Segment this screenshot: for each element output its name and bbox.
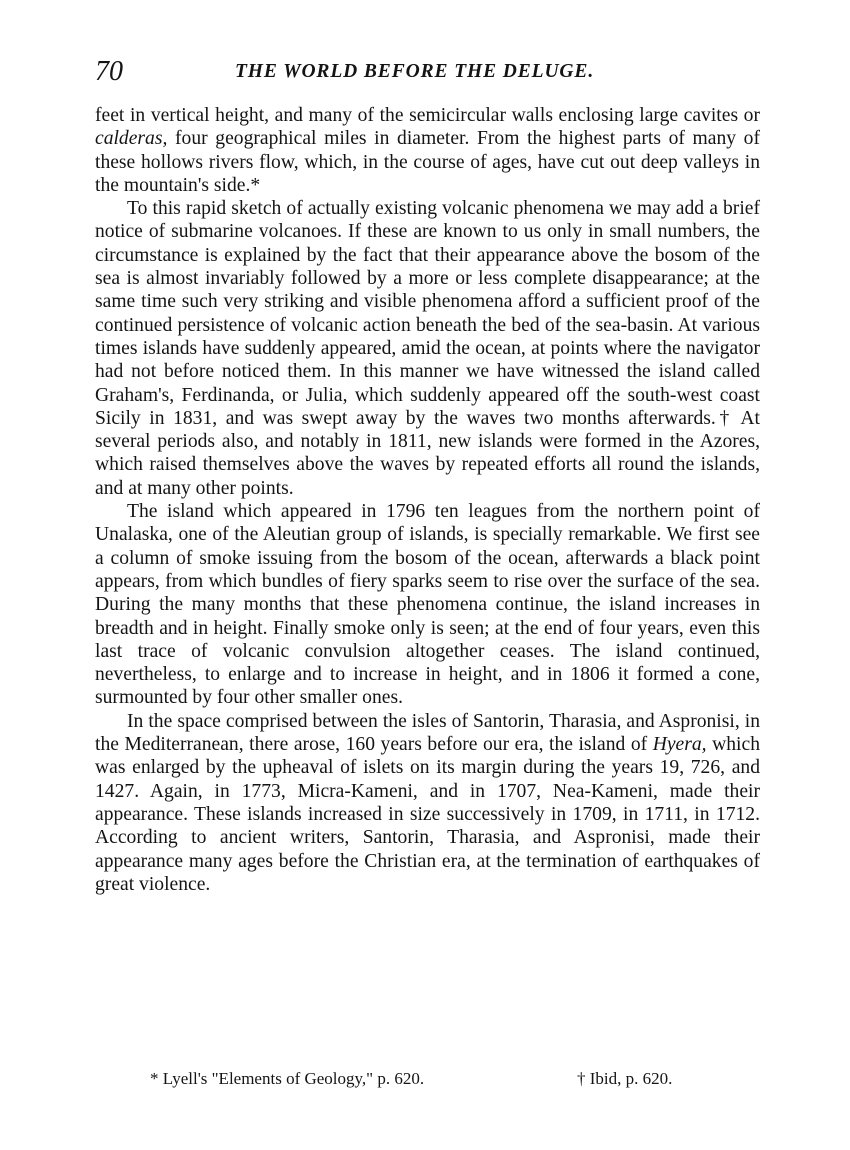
footnotes (95, 1068, 760, 1094)
paragraph-1 (95, 104, 760, 197)
paragraph-1-text-before: feet in vertical height, and many of the semicircular walls enclosing large cavites or (95, 105, 760, 126)
paragraph-3: The island which appeared in 1796 ten leagues from the northern point of Unalaska, one of the Aleutian group of islands, is specially remarkable. We first see a column of smoke issuing from the bosom of the ocean, afterwards a black point appears, from which bundles of fiery sparks seem to rise over the surface of the sea. During the many months that these phenomena continue, the island increases in breadth and in height. Finally smoke only is seen; at the end of four years, even this last trace of volcanic convulsion altogether ceases. The island continued, nevertheless, to enlarge and to increase in height, and in 1806 it formed a cone, surmounted by four other smaller ones. (95, 501, 760, 709)
paragraph-4 (95, 710, 760, 896)
footnote-lyell: * Lyell's "Elements of Geology," p. 620. (150, 1069, 425, 1088)
paragraph-4-text-after: which was enlarged by the upheaval of islets on its margin during the years 19, 726, and 1427. Again, in 1773, Micra-Kameni, and in 1707, Nea-Kameni, made their appearance. These islands increased in size successively in 1709, in 1711, in 1712. According to ancient writers, Santorin, Tharasia, and Aspronisi, made their appearance many ages before the Christian era, at the termination of earthquakes of great violence. (95, 734, 760, 895)
italic-term-calderas: calderas, (95, 128, 168, 150)
body-text (95, 104, 760, 896)
paragraph-2: To this rapid sketch of actually existing volcanic phenomena we may add a brief notice of submarine volcanoes. If these are known to us only in small numbers, the circumstance is explained by the fact that their appearance above the bosom of the sea is almost invariably followed by a more or less complete disappearance; at the same time such very striking and visible phenomena afford a sufficient proof of the continued persistence of volcanic action beneath the bed of the sea-basin. At various times islands have suddenly appeared, amid the ocean, at points where the navigator had not before noticed them. In this manner we have witnessed the island called Graham's, Ferdinanda, or Julia, which suddenly appeared off the south-west coast Sicily in 1831, and was swept away by the waves two months afterwards.† At several periods also, and notably in 1811, new islands were formed in the Azores, which raised themselves above the waves by repeated efforts all round the islands, and at many other points. (95, 198, 760, 499)
paragraph-1-text-after: four geographical miles in diameter. From the highest parts of many of these hollows rivers flow, which, in the course of ages, have cut out deep valleys in the mountain's side.* (95, 128, 760, 196)
page-number: 70 (95, 56, 123, 87)
paragraph-4-text-before: In the space comprised between the isles of Santorin, Tharasia, and Aspronisi, in the Mediterranean, there arose, 160 years before our era, the island of (95, 710, 760, 756)
footnote-ibid: † Ibid, p. 620. (577, 1069, 673, 1088)
italic-term-hyera: Hyera, (652, 734, 707, 756)
running-title: THE WORLD BEFORE THE DELUGE. (235, 61, 595, 82)
running-head (95, 56, 760, 88)
